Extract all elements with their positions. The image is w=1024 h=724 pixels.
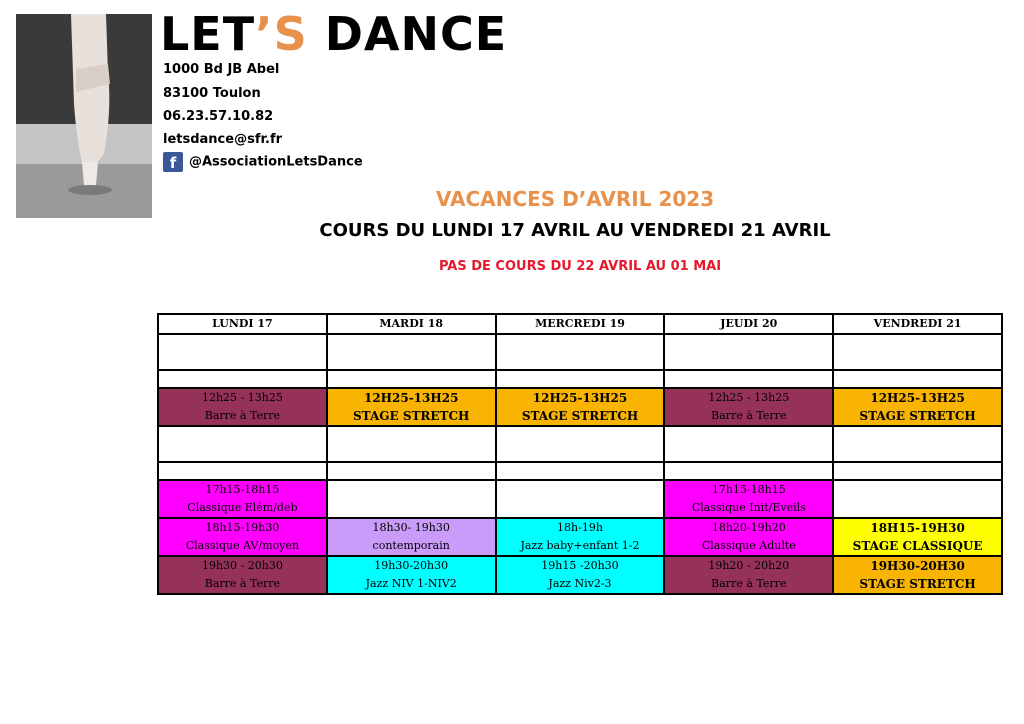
empty-cell — [664, 370, 833, 388]
class-name: Barre à Terre — [204, 577, 281, 590]
class-cell — [833, 518, 1002, 556]
city: 83100 Toulon — [163, 86, 261, 101]
holiday-title: VACANCES D’AVRIL 2023 — [435, 187, 715, 211]
class-name: STAGE STRETCH — [353, 409, 470, 423]
brand-part2: DANCE — [307, 7, 508, 61]
class-time: 12H25-13H25 — [532, 391, 628, 405]
class-name: Barre à Terre — [204, 409, 281, 422]
empty-cell — [327, 426, 496, 462]
class-name: Jazz Niv2-3 — [548, 577, 612, 590]
empty-cell — [833, 370, 1002, 388]
class-name: Classique AV/moyen — [185, 539, 300, 552]
facebook-line — [163, 152, 363, 172]
class-time: 12H25-13H25 — [870, 391, 965, 405]
header-row — [158, 314, 1002, 334]
class-name: STAGE STRETCH — [521, 409, 639, 423]
spacer-row — [158, 462, 1002, 480]
class-time: 19h15 -20h30 — [541, 559, 619, 572]
class-cell — [833, 388, 1002, 426]
spacer-row — [158, 370, 1002, 388]
class-name: Classique Adulte — [701, 539, 796, 552]
class-cell — [664, 388, 833, 426]
empty-cell — [158, 462, 327, 480]
brand-logo — [160, 8, 507, 60]
empty-cell — [496, 480, 665, 518]
class-time: 18h30- 19h30 — [372, 521, 450, 534]
class-cell — [664, 518, 833, 556]
class-cell — [158, 518, 327, 556]
empty-cell — [327, 480, 496, 518]
empty-row — [158, 426, 1002, 462]
class-cell — [664, 556, 833, 594]
empty-cell — [327, 462, 496, 480]
brand-apostrophe: ’S — [255, 7, 308, 61]
class-time: 19h20 - 20h20 — [708, 559, 790, 572]
phone: 06.23.57.10.82 — [163, 109, 274, 124]
class-name: Barre à Terre — [711, 409, 787, 422]
class-cell — [158, 480, 327, 518]
class-cell — [158, 388, 327, 426]
empty-cell — [496, 334, 665, 370]
class-row-1815 — [158, 518, 1002, 556]
empty-cell — [664, 334, 833, 370]
class-name: contemporain — [372, 539, 450, 552]
address: 1000 Bd JB Abel — [163, 62, 280, 77]
class-time: 17h15-18h15 — [205, 483, 280, 496]
facebook-handle: @AssociationLetsDance — [189, 154, 363, 170]
brand-part1: LET — [160, 7, 256, 61]
empty-row — [158, 334, 1002, 370]
empty-cell — [833, 480, 1002, 518]
class-cell — [327, 388, 496, 426]
class-row-1930 — [158, 556, 1002, 594]
day-header-tuesday: MARDI 18 — [327, 314, 496, 334]
empty-cell — [158, 370, 327, 388]
empty-cell — [664, 462, 833, 480]
class-time: 18h-19h — [557, 521, 603, 534]
class-cell — [664, 480, 833, 518]
class-row-noon — [158, 388, 1002, 426]
empty-cell — [664, 426, 833, 462]
class-name: STAGE STRETCH — [859, 577, 976, 591]
class-time: 19h30-20h30 — [374, 559, 449, 572]
empty-cell — [496, 426, 665, 462]
class-time: 18h20-19h20 — [711, 521, 786, 534]
day-header-monday: LUNDI 17 — [158, 314, 327, 334]
class-name: Jazz baby+enfant 1-2 — [520, 539, 640, 552]
no-classes-notice: PAS DE COURS DU 22 AVRIL AU 01 MAI — [438, 259, 722, 274]
period-title: COURS DU LUNDI 17 AVRIL AU VENDREDI 21 AVRIL — [319, 220, 831, 241]
class-time: 12h25 - 13h25 — [201, 391, 283, 404]
day-header-wednesday: MERCREDI 19 — [496, 314, 665, 334]
class-cell — [496, 518, 665, 556]
empty-cell — [327, 334, 496, 370]
class-name: Classique Elém/deb — [187, 501, 298, 514]
class-cell — [496, 556, 665, 594]
day-header-friday: VENDREDI 21 — [833, 314, 1002, 334]
empty-cell — [158, 334, 327, 370]
day-header-thursday: JEUDI 20 — [664, 314, 833, 334]
empty-cell — [833, 462, 1002, 480]
class-time: 19H30-20H30 — [870, 559, 965, 573]
class-name: STAGE CLASSIQUE — [852, 539, 983, 553]
class-name: Barre à Terre — [711, 577, 787, 590]
facebook-icon: f — [163, 152, 183, 172]
class-time: 12h25 - 13h25 — [708, 391, 790, 404]
class-name: Jazz NIV 1-NIV2 — [365, 577, 457, 590]
class-cell — [327, 556, 496, 594]
class-name: STAGE STRETCH — [859, 409, 976, 423]
class-name: Classique Init/Eveils — [691, 501, 806, 514]
class-time: 18H15-19H30 — [870, 521, 965, 535]
class-cell — [496, 388, 665, 426]
class-cell — [327, 518, 496, 556]
empty-cell — [496, 370, 665, 388]
class-time: 17h15-18h15 — [711, 483, 786, 496]
class-time: 18h15-19h30 — [205, 521, 280, 534]
email: letsdance@sfr.fr — [163, 132, 283, 147]
schedule-table — [157, 313, 1003, 595]
class-cell — [158, 556, 327, 594]
class-cell — [833, 556, 1002, 594]
class-time: 12H25-13H25 — [363, 391, 459, 405]
empty-cell — [833, 334, 1002, 370]
empty-cell — [327, 370, 496, 388]
empty-cell — [158, 426, 327, 462]
empty-cell — [496, 462, 665, 480]
class-time: 19h30 - 20h30 — [201, 559, 283, 572]
empty-cell — [833, 426, 1002, 462]
class-row-1715 — [158, 480, 1002, 518]
